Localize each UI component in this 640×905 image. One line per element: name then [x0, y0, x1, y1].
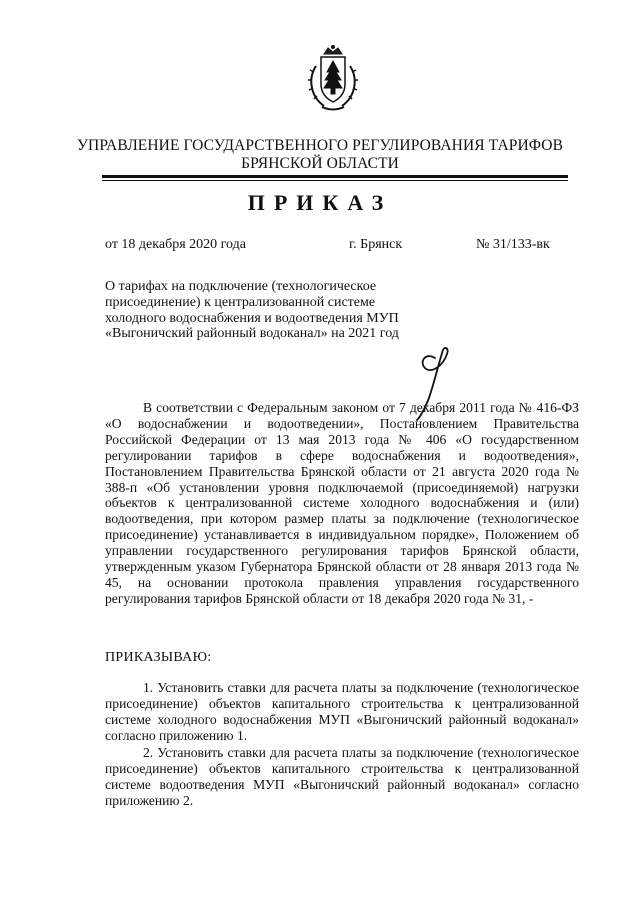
order-item-1: 1. Установить ставки для расчета платы за подключение (технологическое присоединение) объектов капитального строительства к централизованной системе холодного водоснабжения МУП «Выгоничский районный водоканал» согласно приложению 1. [105, 680, 579, 743]
order-item-2: 2. Установить ставки для расчета платы за подключение (технологическое присоединение) объектов капитального строительства к централизованной системе водоотведения МУП «Выгоничский районный водоканал» согласно приложению 2. [105, 745, 579, 808]
order-word: ПРИКАЗЫВАЮ: [105, 650, 212, 665]
preamble-paragraph: В соответствии с Федеральным законом от 7 декабря 2011 года № 416-ФЗ «О водоснабжении и водоотведении», Постановлением Правительства Российской Федерации от 13 мая 2013 года № 406 «О государственном регулировании тарифов в сфере водоснабжения и водоотведения», Постановлением Правительства Брянской области от 21 августа 2020 года № 388-п «Об установлении уровня подключаемой (присоединяемой) нагрузки объектов к централизованной системе холодного водоснабжения и (или) водоотведения, при котором размер платы за подключение (технологическое присоединение) устанавливается в индивидуальном порядке», Положением об управлении государственного регулирования тарифов Брянской области, утвержденным указом Губернатора Брянской области от 28 января 2013 года № 45, на основании протокола правления управления государственного регулирования тарифов Брянской области от 18 декабря 2020 года № 31, - [105, 400, 579, 606]
agency-name-line2: БРЯНСКОЙ ОБЛАСТИ [241, 155, 399, 172]
agency-name-line1: УПРАВЛЕНИЕ ГОСУДАРСТВЕННОГО РЕГУЛИРОВАНИЯ ТАРИФОВ [76, 137, 564, 154]
header-divider-thin [102, 180, 568, 181]
order-number: № 31/133-вк [476, 237, 550, 252]
order-subject: О тарифах на подключение (технологическое присоединение) к централизованной системе холодного водоснабжения и водоотведения МУП «Выгоничский районный водоканал» на 2021 год [105, 279, 399, 342]
order-city: г. Брянск [349, 237, 403, 252]
order-date: от 18 декабря 2020 года [105, 237, 246, 252]
document-title: ПРИКАЗ [247, 190, 393, 215]
coat-of-arms-icon [302, 44, 364, 114]
header-divider-thick [102, 175, 568, 178]
